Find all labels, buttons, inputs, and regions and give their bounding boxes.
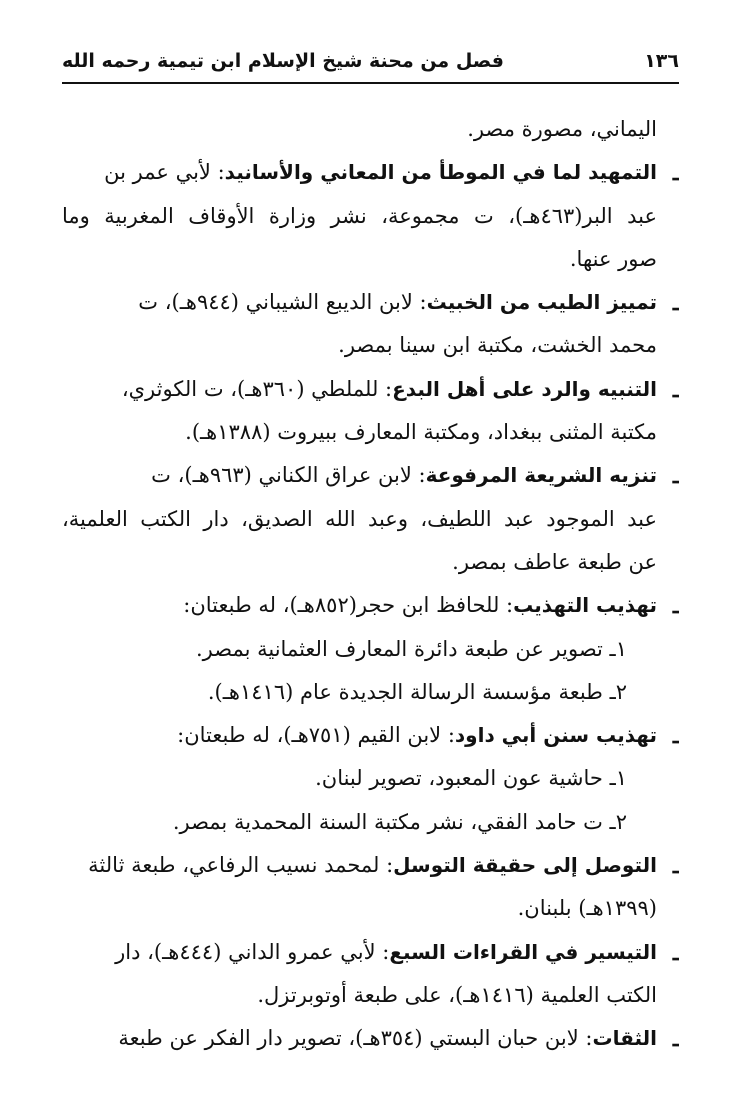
edition-line: ٢ـ ت حامد الفقي، نشر مكتبة السنة المحمدية بمصر. bbox=[172, 809, 627, 834]
entry-text: : لمحمد نسيب الرفاعي، طبعة ثالثة bbox=[88, 853, 394, 878]
entry-text: : لأبي عمرو الداني (٤٤٤هـ)، دار bbox=[115, 939, 390, 964]
continuation-line: الكتب العلمية (١٤١٦هـ)، على طبعة أوتوبرتزل. bbox=[257, 982, 657, 1007]
entry-title: تهذيب التهذيب bbox=[513, 593, 657, 618]
entry-line bbox=[62, 1017, 679, 1060]
edition-line: ١ـ حاشية عون المعبود، تصوير لبنان. bbox=[315, 766, 627, 791]
edition-line: ٢ـ طبعة مؤسسة الرسالة الجديدة عام (١٤١٦هـ). bbox=[207, 679, 627, 704]
entry-title: التيسير في القراءات السبع bbox=[389, 939, 657, 964]
entry-title: الثقات bbox=[592, 1026, 657, 1051]
entry-line bbox=[62, 931, 679, 974]
entry-line bbox=[62, 714, 679, 757]
entry-title: تهذيب سنن أبي داود bbox=[454, 723, 657, 748]
entry-line bbox=[62, 368, 679, 411]
header-rule bbox=[62, 82, 679, 84]
entry-line bbox=[62, 151, 679, 194]
continuation-line: محمد الخشت، مكتبة ابن سينا بمصر. bbox=[338, 333, 657, 358]
continuation-line: عن طبعة عاطف بمصر. bbox=[452, 549, 657, 574]
continuation-line: عبد الموجود عبد اللطيف، وعبد الله الصديق، دار الكتب العلمية، bbox=[62, 506, 657, 531]
entry-text: : للحافظ ابن حجر(٨٥٢هـ)، له طبعتان: bbox=[183, 593, 514, 618]
continuation-line: عبد البر(٤٦٣هـ)، ت مجموعة، نشر وزارة الأوقاف المغربية وما bbox=[62, 203, 657, 228]
entry-text: : للملطي (٣٦٠هـ)، ت الكوثري، bbox=[121, 376, 393, 401]
entry-bullet: ـ bbox=[672, 593, 679, 619]
bibliography-list bbox=[62, 108, 679, 1061]
entry-title: التمهيد لما في الموطأ من المعاني والأسانيد bbox=[224, 160, 657, 185]
continuation-line: اليماني، مصورة مصر. bbox=[467, 117, 657, 141]
entry-text: : لابن عراق الكناني (٩٦٣هـ)، ت bbox=[151, 463, 426, 488]
continuation-line: مكتبة المثنى ببغداد، ومكتبة المعارف ببيروت (١٣٨٨هـ). bbox=[185, 420, 657, 445]
entry-title: التنبيه والرد على أهل البدع bbox=[392, 376, 657, 401]
entry-title: التوصل إلى حقيقة التوسل bbox=[393, 853, 657, 878]
entry-bullet: ـ bbox=[672, 376, 679, 402]
entry-title: تنزيه الشريعة المرفوعة bbox=[425, 463, 657, 488]
entry-line bbox=[62, 454, 679, 497]
edition-line: ١ـ تصوير عن طبعة دائرة المعارف العثمانية بمصر. bbox=[195, 636, 627, 661]
entry-text: : لابن حبان البستي (٣٥٤هـ)، تصوير دار الفكر عن طبعة bbox=[118, 1026, 593, 1051]
running-header bbox=[62, 44, 679, 78]
continuation-line: صور عنها. bbox=[569, 246, 657, 271]
entry-bullet: ـ bbox=[672, 1026, 679, 1052]
entry-title: تمييز الطيب من الخبيث bbox=[426, 290, 657, 315]
entry-bullet: ـ bbox=[672, 723, 679, 749]
entry-bullet: ـ bbox=[672, 463, 679, 489]
entry-bullet: ـ bbox=[672, 160, 679, 186]
entry-bullet: ـ bbox=[672, 290, 679, 316]
entry-bullet: ـ bbox=[672, 939, 679, 965]
entry-line bbox=[62, 584, 679, 627]
entry-bullet: ـ bbox=[672, 853, 679, 879]
continuation-line: (١٣٩٩هـ) بلبنان. bbox=[517, 896, 657, 921]
page-number: ١٣٦ bbox=[644, 50, 679, 72]
entry-text: : لابن الديبع الشيباني (٩٤٤هـ)، ت bbox=[138, 290, 427, 315]
entry-line bbox=[62, 844, 679, 887]
entry-text: : لابن القيم (٧٥١هـ)، له طبعتان: bbox=[177, 723, 455, 748]
entry-text: : لأبي عمر بن bbox=[104, 160, 225, 185]
entry-line bbox=[62, 281, 679, 324]
running-title: فصل من محنة شيخ الإسلام ابن تيمية رحمه الله bbox=[62, 50, 504, 72]
